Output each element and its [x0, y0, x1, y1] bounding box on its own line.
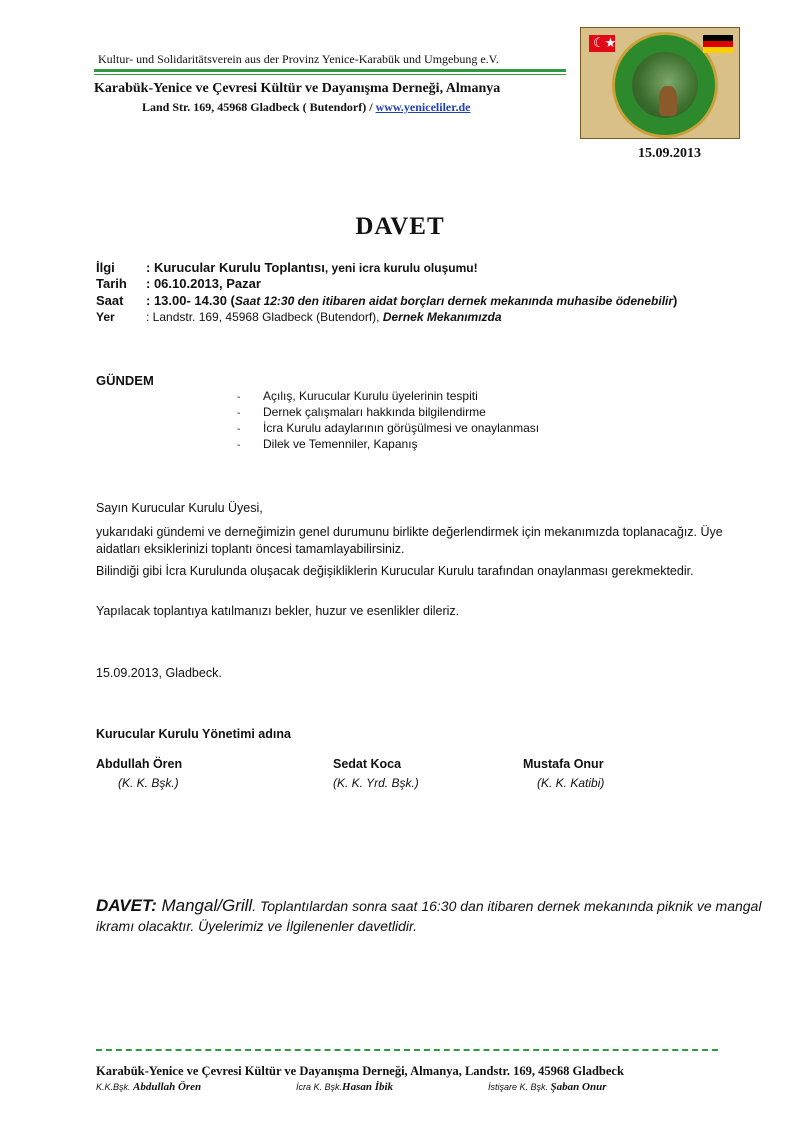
agenda-title: GÜNDEM — [96, 373, 154, 388]
germany-flag-icon — [703, 35, 733, 53]
yer-note: Dernek Mekanımızda — [382, 310, 502, 324]
grill-invitation — [96, 896, 776, 936]
signatory-name: Abdullah Ören — [96, 757, 183, 771]
footer-exec-chair: İcra K. Bşk.Hasan İbik — [296, 1081, 394, 1093]
info-saat — [96, 293, 677, 308]
header-rule — [94, 69, 566, 72]
signature-heading: Kurucular Kurulu Yönetimi adına — [96, 727, 291, 741]
agenda-item: - Dernek çalışmaları hakkında bilgilendirme — [237, 405, 486, 419]
signatory-role: (K. K. Yrd. Bşk.) — [333, 776, 419, 790]
saat-label: Saat — [96, 293, 124, 308]
grill-text: . Toplantılardan sonra saat 16:30 dan itibaren dernek mekanında piknik ve mangal ikramı olacaktır. Üyelerimiz ve İlgilenenler davetlidir. — [96, 898, 762, 934]
footer-advisory-chair: İstişare K. Bşk. Şaban Onur — [488, 1081, 607, 1093]
yer-value: : Landstr. 169, 45968 Gladbeck (Butendorf), — [146, 310, 383, 324]
footer-board-chair: K.K.Bşk. Abdullah Ören — [96, 1081, 202, 1093]
deer-icon — [659, 86, 677, 116]
paragraph-3: Yapılacak toplantıya katılmanızı bekler, huzur ve esenlikler dileriz. — [96, 604, 460, 618]
saat-value: : 13.00- 14.30 ( — [146, 293, 235, 308]
agenda-item: - Açılış, Kurucular Kurulu üyelerinin tespiti — [237, 389, 478, 403]
footer-association: Karabük-Yenice ve Çevresi Kültür ve Dayanışma Derneği, Almanya, Landstr. 169, 45968 Gladbeck — [96, 1064, 624, 1078]
agenda-item: - Dilek ve Temenniler, Kapanış — [237, 437, 418, 451]
association-german-name: Kultur- und Solidaritätsverein aus der Provinz Yenice-Karabük und Umgebung e.V. — [98, 52, 499, 66]
document-title: DAVET — [355, 213, 445, 240]
address-text: Land Str. 169, 45968 Gladbeck ( Butendorf) / — [142, 100, 376, 114]
yer-label: Yer — [96, 310, 115, 324]
ilgi-rest: , yeni icra kurulu oluşumu! — [324, 261, 478, 275]
tarih-label: Tarih — [96, 276, 127, 291]
salutation: Sayın Kurucular Kurulu Üyesi, — [96, 501, 263, 515]
paragraph-1-line-2: aidatları eksiklerinizi toplantı öncesi tamamlayabilirsiniz. — [96, 542, 405, 556]
grill-mangal: Mangal/Grill — [156, 896, 253, 915]
signatory-name: Mustafa Onur — [523, 757, 604, 771]
website-link[interactable]: www.yeniceliler.de — [375, 100, 471, 114]
place-date: 15.09.2013, Gladbeck. — [96, 666, 222, 680]
grill-label: DAVET: — [96, 896, 157, 915]
association-turkish-name: Karabük-Yenice ve Çevresi Kültür ve Dayanışma Derneği, Almanya — [94, 81, 501, 96]
saat-note: Saat 12:30 den itibaren aidat borçları dernek mekanında muhasibe ödenebilir — [234, 294, 674, 308]
letter-date: 15.09.2013 — [638, 146, 701, 161]
info-ilgi — [96, 260, 478, 275]
tarih-value: : 06.10.2013, Pazar — [146, 276, 261, 291]
info-yer — [96, 310, 502, 324]
ilgi-label: İlgi — [96, 260, 115, 275]
saat-close: ) — [673, 293, 678, 308]
association-address — [142, 100, 470, 115]
footer-divider — [96, 1049, 718, 1051]
signatory-role: (K. K. Katibi) — [537, 776, 605, 790]
info-tarih — [96, 276, 261, 291]
signatory-role: (K. K. Bşk.) — [118, 776, 179, 790]
paragraph-2: Bilindiği gibi İcra Kurulunda oluşacak değişikliklerin Kurucular Kurulu tarafından onaylanması gerekmektedir. — [96, 564, 694, 578]
logo-forest-image — [632, 52, 698, 118]
signatory-name: Sedat Koca — [333, 757, 402, 771]
paragraph-1-line-1: yukarıdaki gündemi ve derneğimizin genel durumunu birlikte değerlendirmek için mekanımızda toplanacağız. Üye — [96, 525, 723, 539]
turkey-flag-icon: ☾★ — [589, 35, 615, 52]
ilgi-value: : Kurucular Kurulu Toplantısı — [146, 260, 325, 275]
header-rule-thin — [94, 74, 566, 75]
agenda-item: - İcra Kurulu adaylarının görüşülmesi ve onaylanması — [237, 421, 540, 435]
association-logo — [580, 27, 740, 139]
